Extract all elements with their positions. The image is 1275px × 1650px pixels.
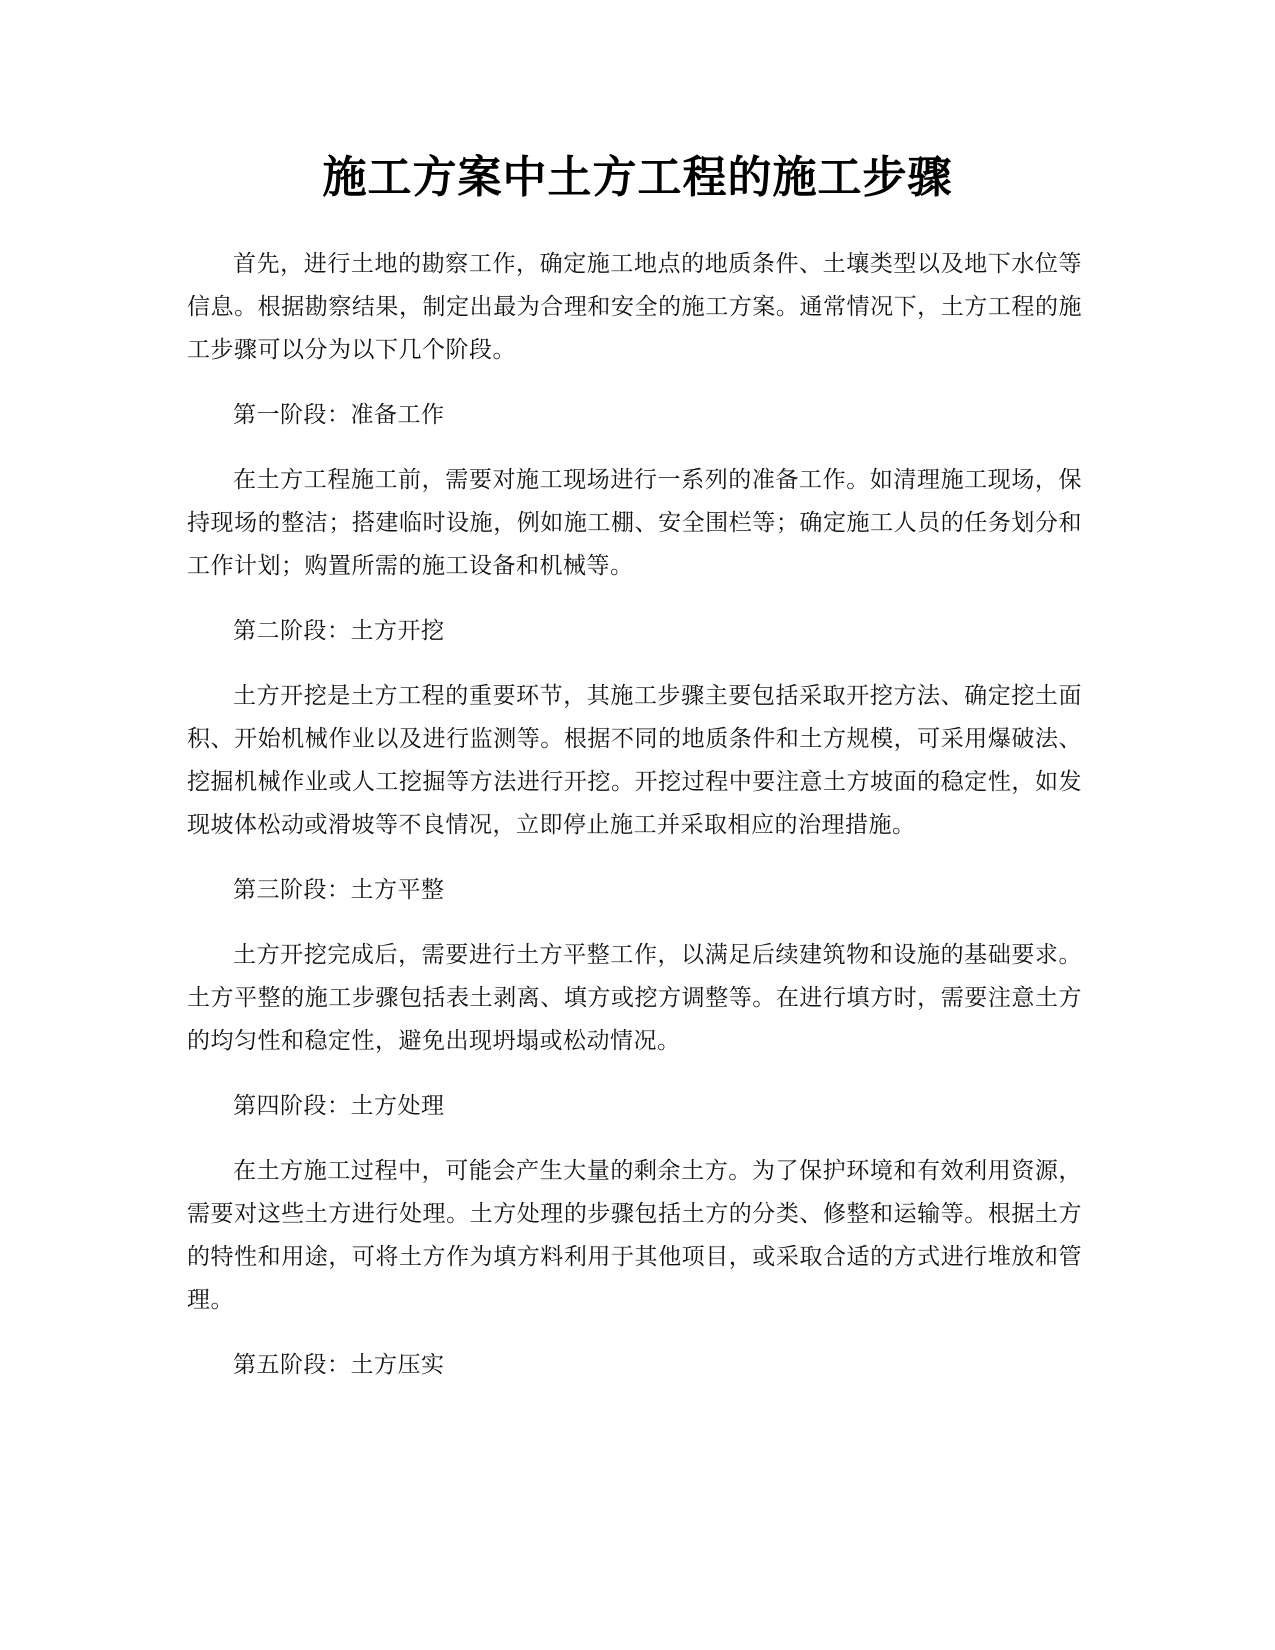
stage-paragraph-2: 土方开挖是土方工程的重要环节，其施工步骤主要包括采取开挖方法、确定挖土面积、开始机械作业以及进行监测等。根据不同的地质条件和土方规模，可采用爆破法、挖掘机械作业或人工挖掘等方法进行开挖。开挖过程中要注意土方坡面的稳定性，如发现坡体松动或滑坡等不良情况，立即停止施工并采取相应的治理措施。 — [187, 683, 1082, 838]
intro-paragraph: 首先，进行土地的勘察工作，确定施工地点的地质条件、土壤类型以及地下水位等信息。根据勘察结果，制定出最为合理和安全的施工方案。通常情况下，土方工程的施工步骤可以分为以下几个阶段。 — [187, 251, 1082, 363]
stage-heading-4: 第四阶段：土方处理 — [233, 1093, 445, 1119]
stage-paragraph-4: 在土方施工过程中，可能会产生大量的剩余土方。为了保护环境和有效利用资源，需要对这些土方进行处理。土方处理的步骤包括土方的分类、修整和运输等。根据土方的特性和用途，可将土方作为填方料利用于其他项目，或采取合适的方式进行堆放和管理。 — [187, 1158, 1082, 1313]
stage-heading-1: 第一阶段：准备工作 — [233, 402, 445, 428]
stage-heading-3: 第三阶段：土方平整 — [233, 877, 445, 903]
document-title: 施工方案中土方工程的施工步骤 — [322, 152, 953, 203]
stage-paragraph-1: 在土方工程施工前，需要对施工现场进行一系列的准备工作。如清理施工现场，保持现场的整洁；搭建临时设施，例如施工棚、安全围栏等；确定施工人员的任务划分和工作计划；购置所需的施工设备和机械等。 — [187, 467, 1082, 579]
document-body — [187, 243, 1082, 1409]
stage-heading-5: 第五阶段：土方压实 — [233, 1352, 445, 1378]
stage-paragraph-3: 土方开挖完成后，需要进行土方平整工作，以满足后续建筑物和设施的基础要求。土方平整的施工步骤包括表土剥离、填方或挖方调整等。在进行填方时，需要注意土方的均匀性和稳定性，避免出现坍塌或松动情况。 — [187, 942, 1082, 1054]
stage-heading-2: 第二阶段：土方开挖 — [233, 618, 445, 644]
